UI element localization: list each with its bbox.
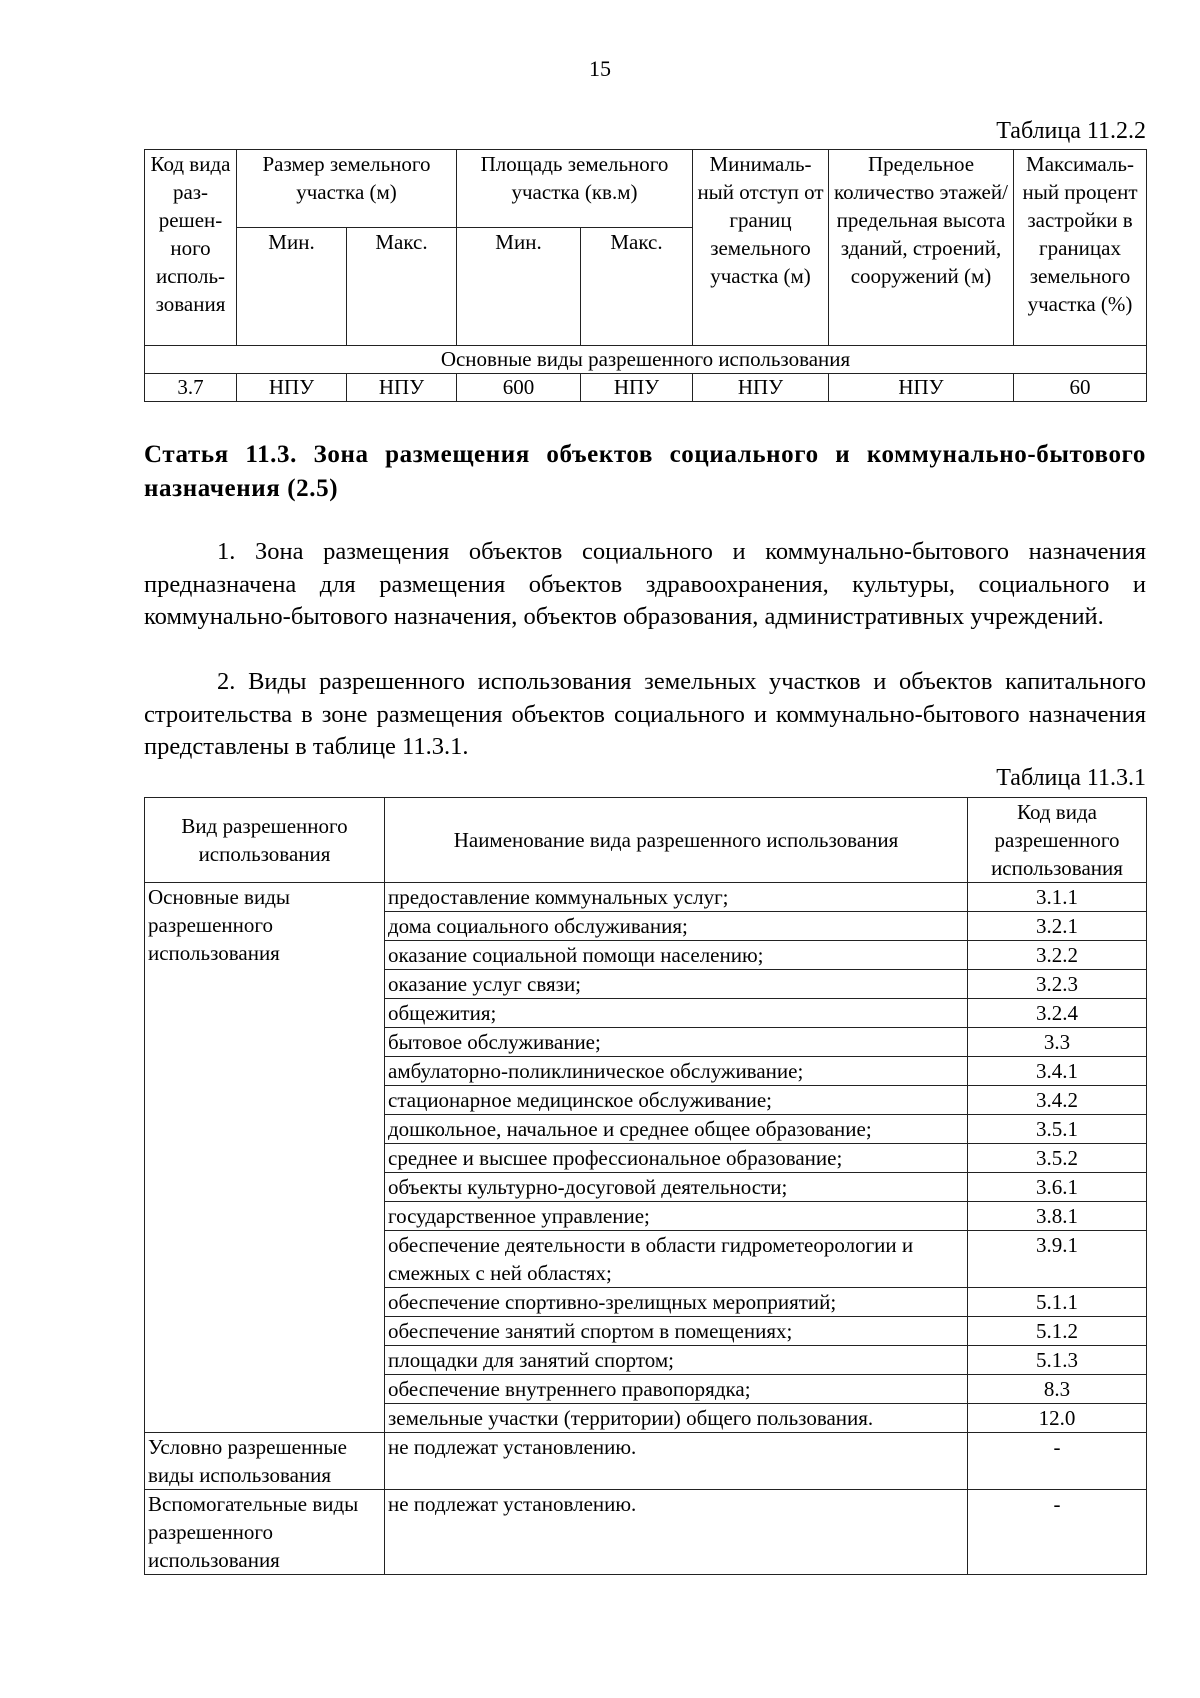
group-label: Вспомогательные виды разрешенного использования (145, 1490, 385, 1575)
table-11-3-1 (144, 797, 1147, 1575)
article-heading: Статья 11.3. Зона размещения объектов социального и коммунально-бытового назначения (2.5) (144, 441, 1146, 502)
use-code: - (968, 1490, 1147, 1575)
use-name: земельные участки (территории) общего пользования. (385, 1404, 968, 1433)
header-code: Код вида разрешенного использования (968, 798, 1147, 883)
use-code: 3.2.1 (968, 912, 1147, 941)
use-name: не подлежат установлению. (385, 1433, 968, 1490)
header-kind: Вид разрешенного использования (145, 798, 385, 883)
cell-area-max: НПУ (581, 374, 693, 402)
use-code: 3.4.1 (968, 1057, 1147, 1086)
header-floors: Предельное количество этажей/ предельная высота зданий, строений, сооружений (м) (829, 150, 1014, 346)
page-number: 15 (589, 56, 611, 81)
paragraph-1: 1. Зона размещения объектов социального и коммунально-бытового назначения предназначена для размещения объектов здравоохранения, культуры, социального и коммунально-бытового назначения, объектов образования, административных учреждений. (144, 538, 1146, 630)
use-code: 3.8.1 (968, 1202, 1147, 1231)
use-code: 3.3 (968, 1028, 1147, 1057)
section-row: Основные виды разрешенного использования (145, 346, 1147, 374)
use-name: обеспечение спортивно-зрелищных мероприятий; (385, 1288, 968, 1317)
paragraph-2: 2. Виды разрешенного использования земельных участков и объектов капитального строительства в зоне размещения объектов социального и коммунально-бытового назначения представлены в таблице 11.3.1. (144, 668, 1146, 760)
use-name: предоставление коммунальных услуг; (385, 883, 968, 912)
use-code: 3.9.1 (968, 1231, 1147, 1288)
use-code: 3.6.1 (968, 1173, 1147, 1202)
cell-code: 3.7 (145, 374, 237, 402)
use-name: дошкольное, начальное и среднее общее образование; (385, 1115, 968, 1144)
cell-percent: 60 (1014, 374, 1147, 402)
use-name: амбулаторно-поликлиническое обслуживание; (385, 1057, 968, 1086)
header-size-min: Мин. (237, 228, 347, 346)
use-name: оказание социальной помощи населению; (385, 941, 968, 970)
use-code: 3.2.3 (968, 970, 1147, 999)
use-code: 3.2.4 (968, 999, 1147, 1028)
use-code: 5.1.2 (968, 1317, 1147, 1346)
group-label: Условно разрешенные виды использования (145, 1433, 385, 1490)
use-code: 8.3 (968, 1375, 1147, 1404)
use-code: 3.5.2 (968, 1144, 1147, 1173)
cell-size-max: НПУ (347, 374, 457, 402)
header-percent: Максималь-ный процент застройки в границах земельного участка (%) (1014, 150, 1147, 346)
table1-caption: Таблица 11.2.2 (996, 118, 1146, 144)
header-name: Наименование вида разрешенного использования (385, 798, 968, 883)
use-code: 5.1.3 (968, 1346, 1147, 1375)
use-code: 12.0 (968, 1404, 1147, 1433)
use-name: площадки для занятий спортом; (385, 1346, 968, 1375)
use-name: государственное управление; (385, 1202, 968, 1231)
table-row (145, 1433, 1147, 1490)
use-name: стационарное медицинское обслуживание; (385, 1086, 968, 1115)
use-name: не подлежат установлению. (385, 1490, 968, 1575)
cell-area-min: 600 (457, 374, 581, 402)
header-area-max: Макс. (581, 228, 693, 346)
header-code: Код вида раз-решен-ного исполь-зования (145, 150, 237, 346)
table2-caption: Таблица 11.3.1 (996, 765, 1146, 791)
use-code: 5.1.1 (968, 1288, 1147, 1317)
use-code: 3.2.2 (968, 941, 1147, 970)
header-area: Площадь земельного участка (кв.м) (457, 150, 693, 228)
table-11-2-2 (144, 149, 1147, 402)
cell-setback: НПУ (693, 374, 829, 402)
use-name: объекты культурно-досуговой деятельности; (385, 1173, 968, 1202)
use-code: 3.5.1 (968, 1115, 1147, 1144)
table-row (145, 883, 1147, 912)
use-name: обеспечение деятельности в области гидрометеорологии и смежных с ней областях; (385, 1231, 968, 1288)
header-size: Размер земельного участка (м) (237, 150, 457, 228)
use-code: - (968, 1433, 1147, 1490)
header-size-max: Макс. (347, 228, 457, 346)
cell-floors: НПУ (829, 374, 1014, 402)
use-code: 3.1.1 (968, 883, 1147, 912)
cell-size-min: НПУ (237, 374, 347, 402)
use-name: дома социального обслуживания; (385, 912, 968, 941)
group-label: Основные виды разрешенного использования (145, 883, 385, 1433)
use-name: обеспечение внутреннего правопорядка; (385, 1375, 968, 1404)
use-name: общежития; (385, 999, 968, 1028)
use-name: обеспечение занятий спортом в помещениях; (385, 1317, 968, 1346)
header-area-min: Мин. (457, 228, 581, 346)
use-name: оказание услуг связи; (385, 970, 968, 999)
header-setback: Минималь-ный отступ от границ земельного участка (м) (693, 150, 829, 346)
use-code: 3.4.2 (968, 1086, 1147, 1115)
table-row (145, 1490, 1147, 1575)
use-name: бытовое обслуживание; (385, 1028, 968, 1057)
use-name: среднее и высшее профессиональное образование; (385, 1144, 968, 1173)
